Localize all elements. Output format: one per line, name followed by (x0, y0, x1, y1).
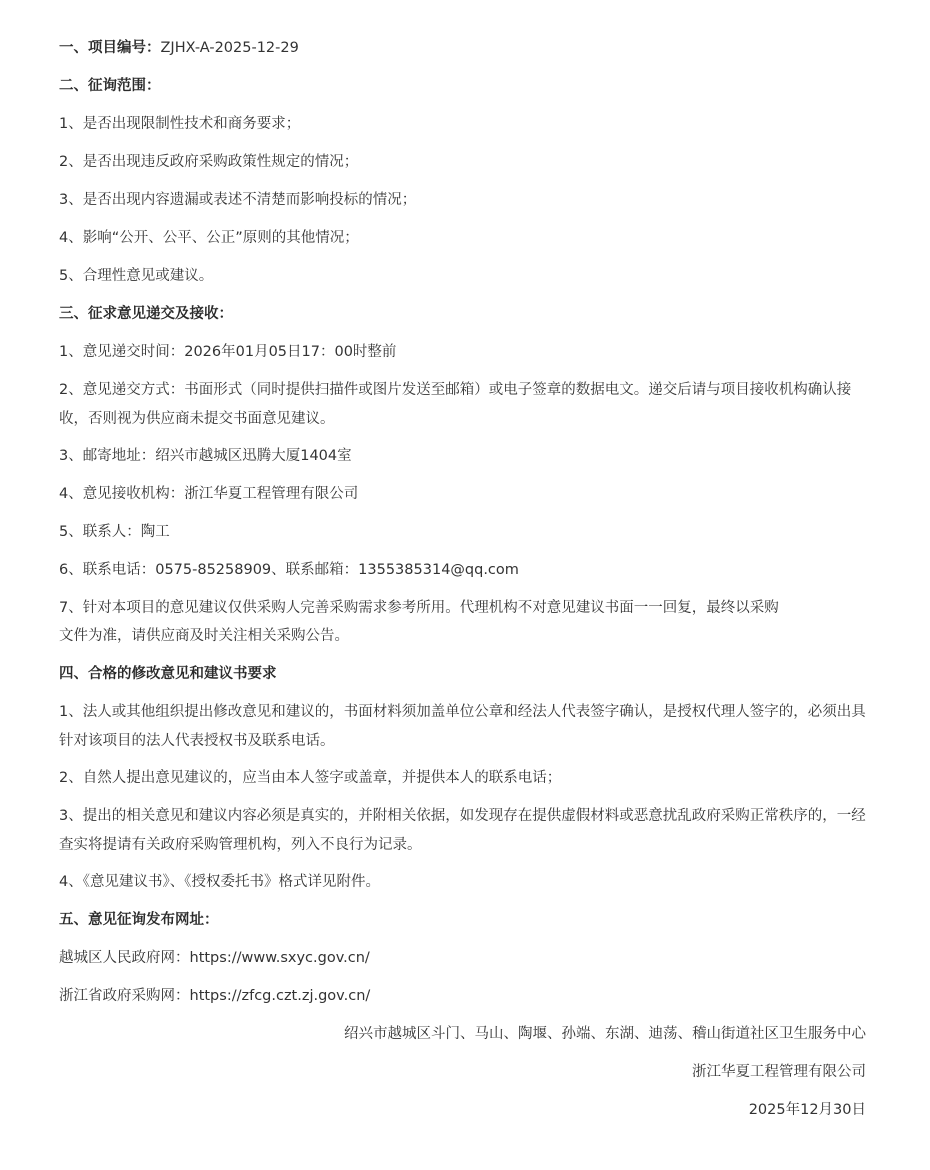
list-item-continuation: 文件为准，请供应商及时关注相关采购公告。 (59, 628, 349, 644)
list-item: 2、是否出现违反政府采购政策性规定的情况； (59, 154, 359, 170)
list-item: 4、意见接收机构：浙江华夏工程管理有限公司 (59, 486, 359, 502)
section-heading-requirements: 四、合格的修改意见和建议书要求 (59, 666, 277, 682)
project-number-label: 一、项目编号： (59, 40, 161, 56)
list-item: 5、联系人：陶工 (59, 524, 170, 540)
website-item: 浙江省政府采购网：https://zfcg.czt.zj.gov.cn/ (59, 988, 371, 1004)
list-item: 2、意见递交方式：书面形式（同时提供扫描件或图片发送至邮箱）或电子签章的数据电文。递交后请与项目接收机构确认接收，否则视为供应商未提交书面意见建议。 (59, 382, 852, 427)
list-item: 1、意见递交时间：2026年01月05日17：00时整前 (59, 344, 397, 360)
signature-date: 2025年12月30日 (748, 1102, 866, 1118)
website-item: 越城区人民政府网：https://www.sxyc.gov.cn/ (59, 950, 370, 966)
list-item: 2、自然人提出意见建议的，应当由本人签字或盖章，并提供本人的联系电话； (59, 770, 562, 786)
list-item: 4、《意见建议书》、《授权委托书》格式详见附件。 (59, 874, 380, 890)
project-number-value: ZJHX-A-2025-12-29 (160, 40, 299, 56)
list-item: 4、影响“公开、公平、公正”原则的其他情况； (59, 230, 359, 246)
signature-organization-2: 浙江华夏工程管理有限公司 (692, 1064, 866, 1080)
list-item: 5、合理性意见或建议。 (59, 268, 214, 284)
list-item: 1、法人或其他组织提出修改意见和建议的，书面材料须加盖单位公章和经法人代表签字确认，是授权代理人签字的，必须出具针对该项目的法人代表授权书及联系电话。 (59, 704, 866, 749)
list-item: 3、提出的相关意见和建议内容必须是真实的，并附相关依据，如发现存在提供虚假材料或恶意扰乱政府采购正常秩序的，一经查实将提请有关政府采购管理机构，列入不良行为记录。 (59, 808, 866, 853)
signature-organization-1: 绍兴市越城区斗门、马山、陶堰、孙端、东湖、迪荡、稽山街道社区卫生服务中心 (344, 1026, 866, 1042)
section-heading-scope: 二、征询范围： (59, 78, 161, 94)
section-heading-submission: 三、征求意见递交及接收： (59, 306, 233, 322)
list-item: 1、是否出现限制性技术和商务要求； (59, 116, 301, 132)
list-item: 3、邮寄地址：绍兴市越城区迅腾大厦1404室 (59, 448, 352, 464)
list-item: 6、联系电话：0575-85258909、联系邮箱：1355385314@qq.com (59, 562, 519, 578)
list-item: 7、针对本项目的意见建议仅供采购人完善采购需求参考所用。代理机构不对意见建议书面一一回复，最终以采购 (59, 600, 779, 616)
list-item: 3、是否出现内容遗漏或表述不清楚而影响投标的情况； (59, 192, 417, 208)
section-heading-websites: 五、意见征询发布网址： (59, 912, 219, 928)
project-number-line (59, 34, 869, 63)
